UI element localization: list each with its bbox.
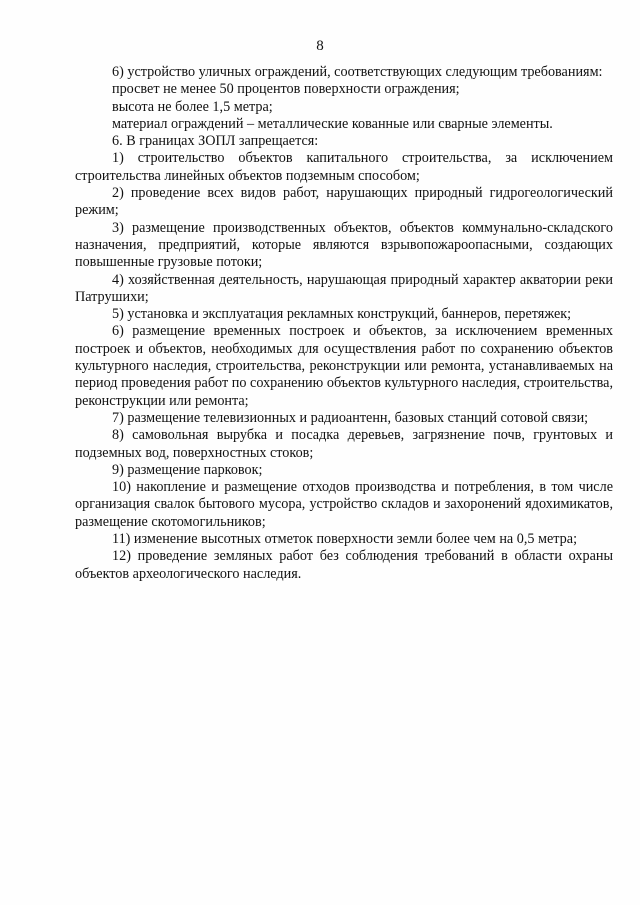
document-body xyxy=(75,64,613,583)
paragraph: 6) размещение временных построек и объектов, за исключением временных построек и объектов, необходимых для осуществления работ по сохранению объектов культурного наследия, строительства, реконструкции или ремонта, устанавливаемых на период проведения работ по сохранению объектов культурного наследия, строительства, реконструкции или ремонта; xyxy=(75,323,613,409)
paragraph: 7) размещение телевизионных и радиоантенн, базовых станций сотовой связи; xyxy=(112,409,589,426)
section-heading: 6. В границах ЗОПЛ запрещается: xyxy=(112,133,319,150)
paragraph: 1) строительство объектов капитального строительства, за исключением строительства линейных объектов подземным способом; xyxy=(75,150,613,184)
paragraph: 11) изменение высотных отметок поверхности земли более чем на 0,5 метра; xyxy=(112,531,578,548)
paragraph: 8) самовольная вырубка и посадка деревьев, загрязнение почв, грунтовых и подземных вод, поверхностных стоков; xyxy=(75,427,613,461)
paragraph: высота не более 1,5 метра; xyxy=(112,98,273,115)
paragraph: 6) устройство уличных ограждений, соответствующих следующим требованиям: xyxy=(112,64,603,80)
paragraph: 12) проведение земляных работ без соблюдения требований в области охраны объектов археологического наследия. xyxy=(75,548,613,582)
paragraph: 10) накопление и размещение отходов производства и потребления, в том числе организация свалок бытового мусора, устройство складов и захоронений ядохимикатов, размещение скотомогильников; xyxy=(75,479,613,530)
paragraph: 5) установка и эксплуатация рекламных конструкций, баннеров, перетяжек; xyxy=(112,306,572,323)
paragraph: материал ограждений – металлические кованные или сварные элементы. xyxy=(112,115,553,132)
paragraph: 9) размещение парковок; xyxy=(112,461,263,478)
paragraph: 4) хозяйственная деятельность, нарушающая природный характер акватории реки Патрушихи; xyxy=(75,271,613,305)
paragraph: 3) размещение производственных объектов, объектов коммунально-складского назначения, предприятий, которые являются взрывопожароопасными, создающих повышенные грузовые потоки; xyxy=(75,219,613,271)
page-number: 8 xyxy=(316,38,324,54)
paragraph: 2) проведение всех видов работ, нарушающих природный гидрогеологический режим; xyxy=(75,185,613,219)
paragraph: просвет не менее 50 процентов поверхности ограждения; xyxy=(112,81,460,98)
